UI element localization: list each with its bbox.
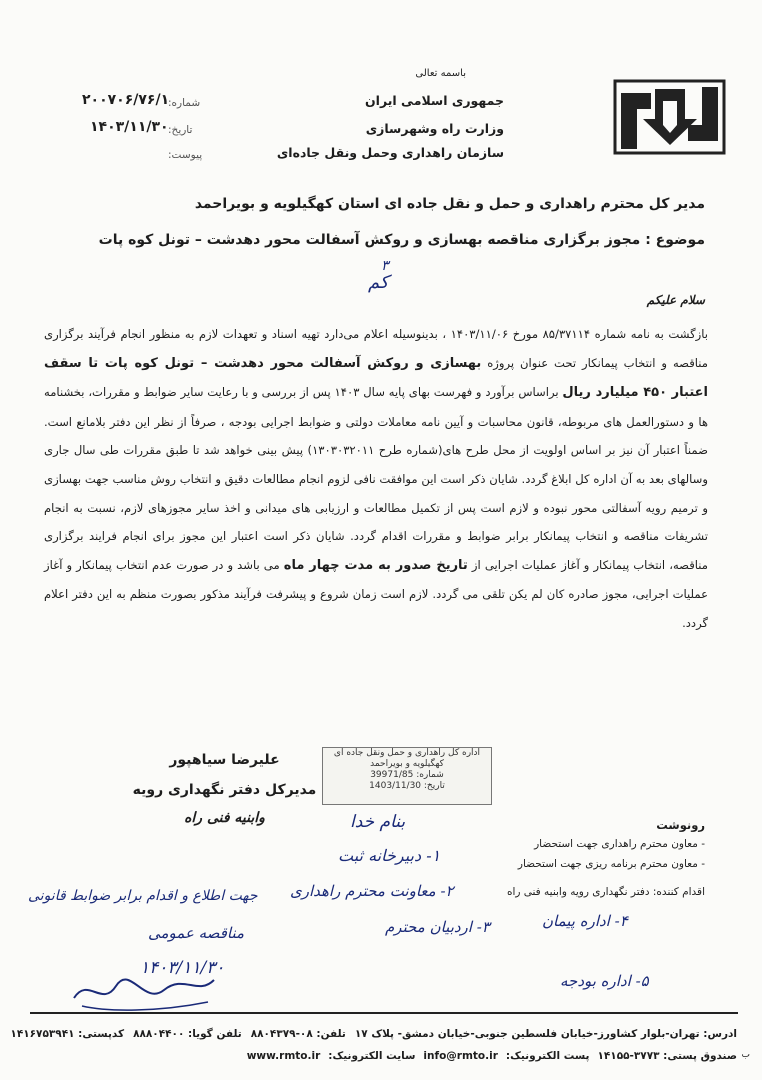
footer-phone-2: تلفن گویا: ۸۸۸۰۴۴۰۰ [133, 1028, 242, 1040]
handwritten-mark: ۳ [381, 258, 389, 274]
footer-corner-mark: ب [741, 1050, 750, 1060]
attachment-label: پیوست: [168, 149, 203, 161]
footer-email[interactable]: info@rmto.ir [423, 1050, 498, 1062]
handwritten-note-4: ۳- اردبیان محترم [385, 918, 490, 936]
footer-divider [30, 1012, 738, 1014]
handwritten-note-3: ۲- معاونت محترم راهداری [290, 882, 454, 900]
footer-email-label: پست الکترونیک: [505, 1050, 590, 1062]
number-label: شماره: [168, 97, 201, 109]
body-part-2: براساس برآورد و فهرست بهای پایه سال ۱۴۰۳ پس از بررسی و با رعایت سایر ضوابط و مقررات، بخشنامه ها و دستورالعمل های مربوطه، قانون محاسبات و آیین نامه معاملات دولتی و ضوابط اجرایی بودجه ، صرفاً از نظر این دفتر بلامانع است. ضمناً اعتبار آن نیز بر اساس اولویت از محل طرح های(شماره طرح ۱۳۰۳۰۳۲۰۱۱) پیش بینی خواهد شد تا طبق مقررات طی سال جاری وسالهای بعد به آن اداره کل ابلاغ گردد. شایان ذکر است این موافقت نافی لزوم انجام مطالعات دقیق و انتخاب روش مناسب جهت بهسازی و ترمیم رویه آسفالتی محور نبوده و لازم است پس از تکمیل مطالعات و ارزیابی های میدانی و اخذ سایر مجوزهای لازم، نسبت به انجام تشریفات مناقصه و انتخاب پیمانکار برابر ضوابط و مقررات اقدام گردد. شایان ذکر است اعتبار این مجوز برای انجام فرایند برگزاری مناقصه، انتخاب پیمانکار و آغاز عملیات اجرایی از [44, 385, 709, 572]
body-bold-1: بهسازی و روکش آسفالت محور دهدشت – تونل کوه پات تا سقف اعتبار ۴۵۰ میلیارد ریال [44, 355, 708, 401]
stamp-line-4: تاریخ: 1403/11/30 [369, 781, 445, 791]
country-name: جمهوری اسلامی ایران [365, 93, 504, 108]
handwritten-note-1: بنام خدا [350, 812, 406, 832]
greeting: سلام علیکم [646, 293, 705, 307]
handwritten-note-left-1: جهت اطلاع و اقدام برابر ضوابط قانونی [28, 888, 258, 904]
body-part-3: می باشد و در صورت عدم انتخاب پیمانکار و آغاز عملیات اجرایی، مجوز صادره کان لم یکن تلقی می گردد. لازم است زمان شروع و پیشرفت فرآیند مذکور بصورت منظم به این دفتر اعلام گردد. [44, 557, 708, 630]
footer-postal: کدپستی: ۱۴۱۶۷۵۳۹۴۱ [10, 1028, 125, 1040]
footer-phone: تلفن: ۰۸-۸۸۰۴۳۷۹ [250, 1028, 346, 1040]
footer-address: ادرس: تهران-بلوار کشاورز-خیابان فلسطین جنوبی-خیابان دمشق- پلاک ۱۷ [354, 1028, 737, 1040]
stamp-line-1: اداره کل راهداری و حمل ونقل جاده ای [333, 748, 481, 758]
signer-title: مدیرکل دفتر نگهداری رویه [132, 782, 317, 798]
signer-name: علیرضا سیاهپور [169, 752, 280, 768]
date-label: تاریخ: [168, 124, 193, 136]
signer-title-2: وابنیه فنی راه [184, 810, 265, 826]
subject-line: موضوع : مجوز برگزاری مناقصه بهسازی و روکش آسفالت محور دهدشت – تونل کوه پات [98, 232, 705, 248]
organization-name: سازمان راهداری وحمل ونقل جاده‌ای [276, 145, 504, 160]
cc-heading: رونوشت [656, 818, 705, 832]
body-part-1: بازگشت به نامه شماره ۸۵/۳۷۱۱۴ مورخ ۱۴۰۳/۱۱/۰۶ ، بدینوسیله اعلام می‌دارد تهیه اسناد و تعهدات لازم به منظور انجام فرآیند برگزاری مناقصه و انتخاب پیمانکار تحت عنوان پروژه [44, 327, 708, 370]
cc-item-1: - معاون محترم راهداری جهت استحضار [534, 838, 705, 850]
body-bold-2: تاریخ صدور به مدت چهار ماه [283, 557, 468, 573]
handwritten-date: ۱۴۰۳/۱۱/۳۰ [140, 958, 225, 978]
handwritten-signature-icon [68, 968, 218, 1014]
handwritten-note-left-2: مناقصه عمومی [148, 924, 245, 942]
rmto-logo-icon [613, 79, 726, 155]
footer-site-label: سایت الکترونیک: [328, 1050, 416, 1062]
stamp-line-3: شماره: 39971/85 [370, 770, 444, 780]
handwritten-word: کم [368, 272, 389, 293]
registration-stamp [322, 747, 492, 805]
footer-pobox: صندوق پستی: ۳۷۷۳-۱۴۱۵۵ [597, 1050, 737, 1062]
stamp-line-2: کهگیلویه و بویراحمد [370, 759, 444, 769]
cc-action: اقدام کننده: دفتر نگهداری رویه وابنیه فنی راه [506, 886, 705, 898]
bismillah: باسمه تعالی [415, 68, 466, 79]
date-value: ۱۴۰۳/۱۱/۳۰ [90, 119, 169, 135]
cc-item-2: - معاون محترم برنامه ریزی جهت استحضار [517, 858, 705, 870]
footer-site[interactable]: www.rmto.ir [246, 1050, 321, 1062]
letter-body [44, 320, 708, 638]
handwritten-note-2: ۱- دبیرخانه ثبت [338, 846, 441, 865]
handwritten-note-6: ۵- اداره بودجه [560, 972, 649, 990]
footer-row-2 [247, 1050, 737, 1062]
number-value: ۲۰۰۷۰۶/۷۶/۱ [82, 92, 170, 108]
handwritten-note-5: ۴- اداره پیمان [542, 912, 628, 930]
ministry-name: وزارت راه وشهرسازی [365, 121, 504, 136]
addressee: مدیر کل محترم راهداری و حمل و نقل جاده ای استان کهگیلویه و بویراحمد [194, 196, 705, 212]
footer-row-1 [10, 1028, 737, 1040]
